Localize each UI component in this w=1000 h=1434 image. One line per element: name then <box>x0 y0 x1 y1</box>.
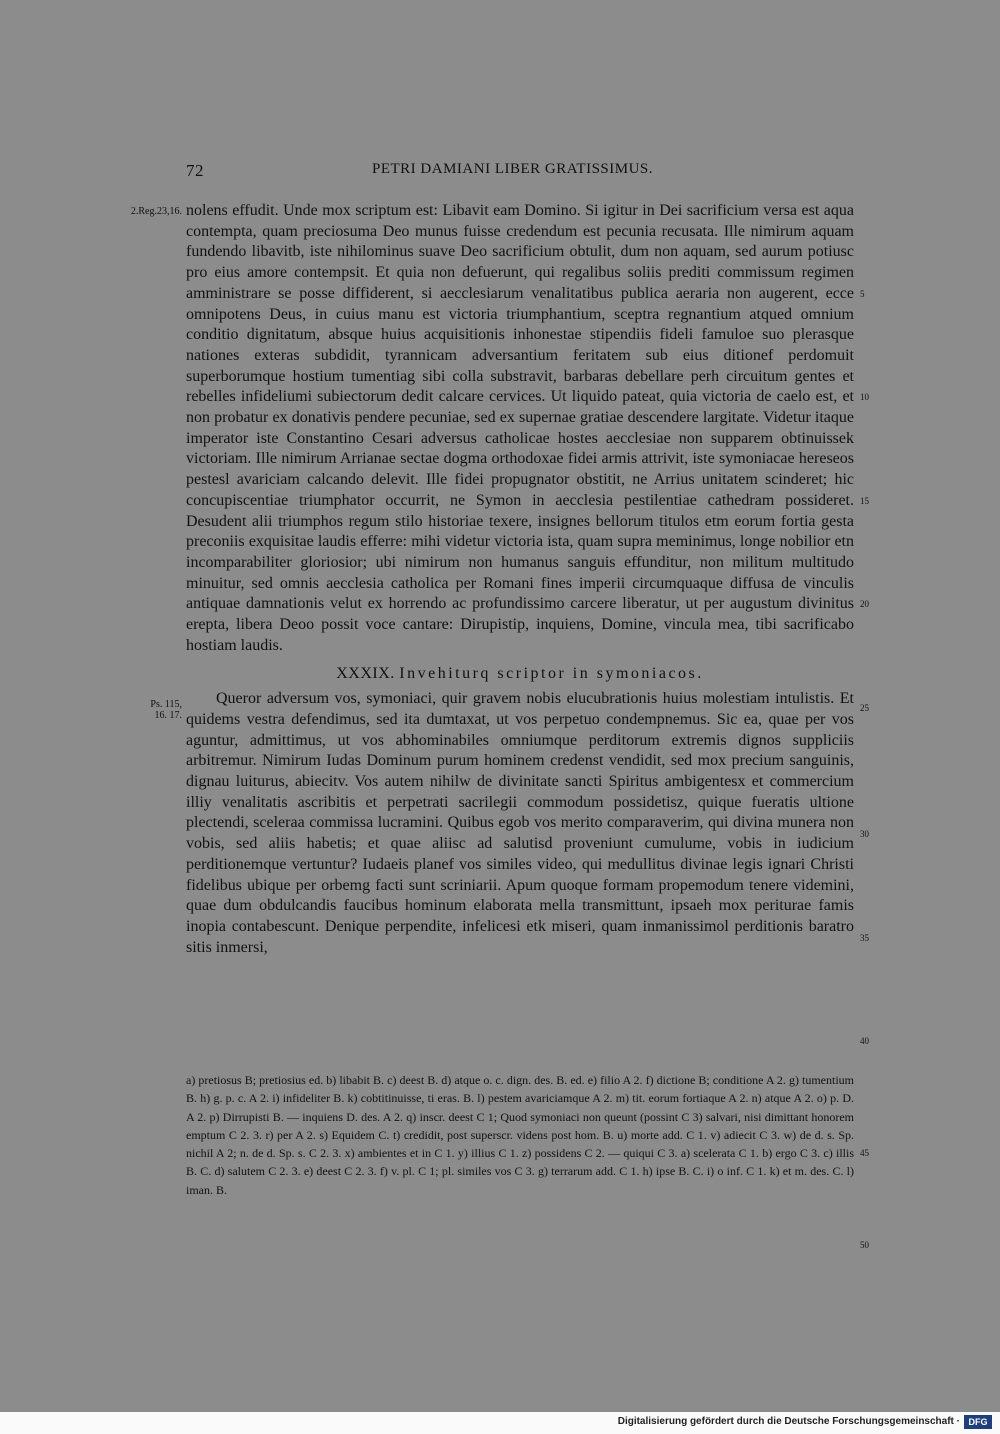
margin-reference-psalm-line1: Ps. 115, <box>150 699 182 710</box>
page-header <box>186 161 856 183</box>
line-number: 25 <box>860 703 869 713</box>
footnotes-text: a) pretiosus B; pretiosius ed. b) libabit B. c) deest B. d) atque o. c. dign. des. B. ed. e) filio A 2. f) dictione B; conditione A 2. g) tumentium B. h) g. p. c. A 2. i) infideliter B. k) cobtitinuisse, ti eras. B. l) pestem avariciamque A 2. m) tit. eorum fortiaque A 2. n) atque A 2. o) p. D. A 2. p) Dirrupisti B. — inquiens D. des. A 2. q) inscr. deest C 1; Quod symoniaci non queunt (possint C 3) salvari, nisi dimittant honorem emptum C 2. 3. r) per A 2. s) Equidem C. t) credidit, post superscr. videns post hom. B. u) morte add. C 1. v) adiecit C 3. w) de d. s. Sp. nichil A 2; n. de d. Sp. s. C 2. 3. x) ambientes et in C 1. y) illius C 1. z) possidens C 2. — quiqui C 3. a) scelerata C 1. b) ergo C 3. c) illis B. C. d) salutem C 2. 3. e) deest C 2. 3. f) v. pl. C 1; pl. similes vos C 3. g) terrarum add. C 1. h) ipse B. C. i) o inf. C 1. k) et m. des. C. l) iman. B. <box>186 1073 854 1197</box>
section-heading <box>186 664 854 685</box>
margin-reference-psalm <box>116 699 182 721</box>
line-number: 20 <box>860 599 869 609</box>
line-number: 35 <box>860 933 869 943</box>
margin-reference-psalm-line2: 16. 17. <box>154 710 182 721</box>
critical-apparatus <box>186 1071 854 1199</box>
main-text <box>186 201 854 958</box>
paragraph-2: Queror adversum vos, symoniaci, quir gravem nobis elucubrationis huius molestiam intulistis. Et quidems vestra defendimus, sed ita dumtaxat, ut vos perpetuo condempnemus. Sic ea, quae per vos aguntur, admittimus, ut vos abhominabiles omniumque perditorum extremis dignos suppliciis arbitremur. Nimirum Iudas Dominum purum hominem credenst vendidit, sed mox precium sanguinis, dignau luiturus, abiecitv. Vos autem nihilw de divinitate sancti Spiritus ambigentesx et commercium illiy venalitatis ascribitis et perpetrati sacrilegii commodum possidetisz, quique fueratis ultione plectendi, sceleraa commissa lucramini. Quibus egob vos merito comparaverim, qui divina munera non vobis, sed aliis habetis; et quae aliisc ad salutisd proveniunt cumulume, vobis in iudicium perditionemque vertuntur? Iudaeis planef vos similes video, qui medullitus divinae legis ignari Christi fidelibus ubique per orbemg facti sunt scriniarii. Apum quoque formam propemodum tenere videmini, quae dum obdulcandis faucibus hominum elaborata mella transmittunt, ipsaeh mox periturae famis inopia contabescunt. Denique perpendite, infelicesi etk miseri, quam inmanissimol perditionis baratro sitis inmersi, <box>186 690 854 956</box>
funding-credit: Digitalisierung gefördert durch die Deutsche Forschungsgemeinschaft · <box>617 1416 960 1427</box>
margin-reference-kings: 2.Reg.23,16. <box>130 206 182 217</box>
section-title: Invehiturq scriptor in symoniacos. <box>399 665 704 683</box>
digitization-footer <box>0 1412 1000 1434</box>
line-number: 40 <box>860 1036 869 1046</box>
line-number: 30 <box>860 829 869 839</box>
paragraph-1: nolens effudit. Unde mox scriptum est: Libavit eam Domino. Si igitur in Dei sacrificium versa est aqua contempta, quam preciosuma Deo munus fuisse credendum est pecunia recusata. Ille nimirum aquam fundendo libavitb, iste nihilominus suave Deo sacrificium obtulit, dum non aquam, sed aurum potiusc pro eius amore contempsit. Et quia non defuerunt, qui regalibus soliis prediti commissum regimen amministrare se posse diffiderent, si aecclesiarum venalitatibus publica aeraria non augerent, ecce omnipotens Deus, in cuius manu est victoria triumphantium, sceptra regnantium atqued omnium conditio dignitatum, absque huius acquisitionis inhonestae stipendiis fideli famuloe suo plerasque nationes exteras subdidit, tyrannicam adversantium feritatem sub eius ditionef perdomuit superborumque hostium tumentiag sibi colla substravit, barbaras debellare perh circuitum gentes et rebelles infideliumi subiectorum dedit calcare cervices. Ut liquido pateat, quia victoria de caelo est, et non probatur ex donativis pendere pecuniae, sed ex supernae gratiae descendere largitate. Videtur itaque imperator iste Constantino Cesari adversus catholicae hostes aecclesiae non supparem obtinuissek victoriam. Ille nimirum Arrianae sectae dogma orthodoxae fidei armis attrivit, iste symoniacae hereseos pestesl avariciam calcando delevit. Ille fidei propugnator obstitit, ne Arrius unitatem scinderet; hic concupiscentiae triumphator occurrit, ne Symon in aecclesia pestilentiae cathedram possideret. Desudent alii triumphos regum stilo historiae texere, insignes bellorum titulos etm eorum fortia gesta preconiis exquisitae laudis efferre: mihi videtur victoria ista, quam supra meminimus, longe nobilior etn incomparabiliter gloriosior; ubi nimirum non humanus sanguis effunditur, non militum multitudo minuitur, sed omnis aecclesia catholica per Romani fines imperii circumquaque diffusa de vinculis antiquae damnationis velut ex horrendo ac profundissimo carcere liberatur, ut per augustum divinitus erepta, libera Deoo possit voce cantare: Dirupistip, inquiens, Domine, vincula mea, tibi sacrificabo hostiam laudis. <box>186 202 854 654</box>
page-number: 72 <box>186 161 204 180</box>
line-number: 45 <box>860 1148 869 1158</box>
section-number: XXXIX. <box>336 665 395 683</box>
line-number: 10 <box>860 392 869 402</box>
dfg-logo: DFG <box>964 1415 992 1429</box>
line-number: 5 <box>860 289 865 299</box>
line-number: 15 <box>860 496 869 506</box>
line-number: 50 <box>860 1240 869 1250</box>
running-title: PETRI DAMIANI LIBER GRATISSIMUS. <box>372 161 654 177</box>
